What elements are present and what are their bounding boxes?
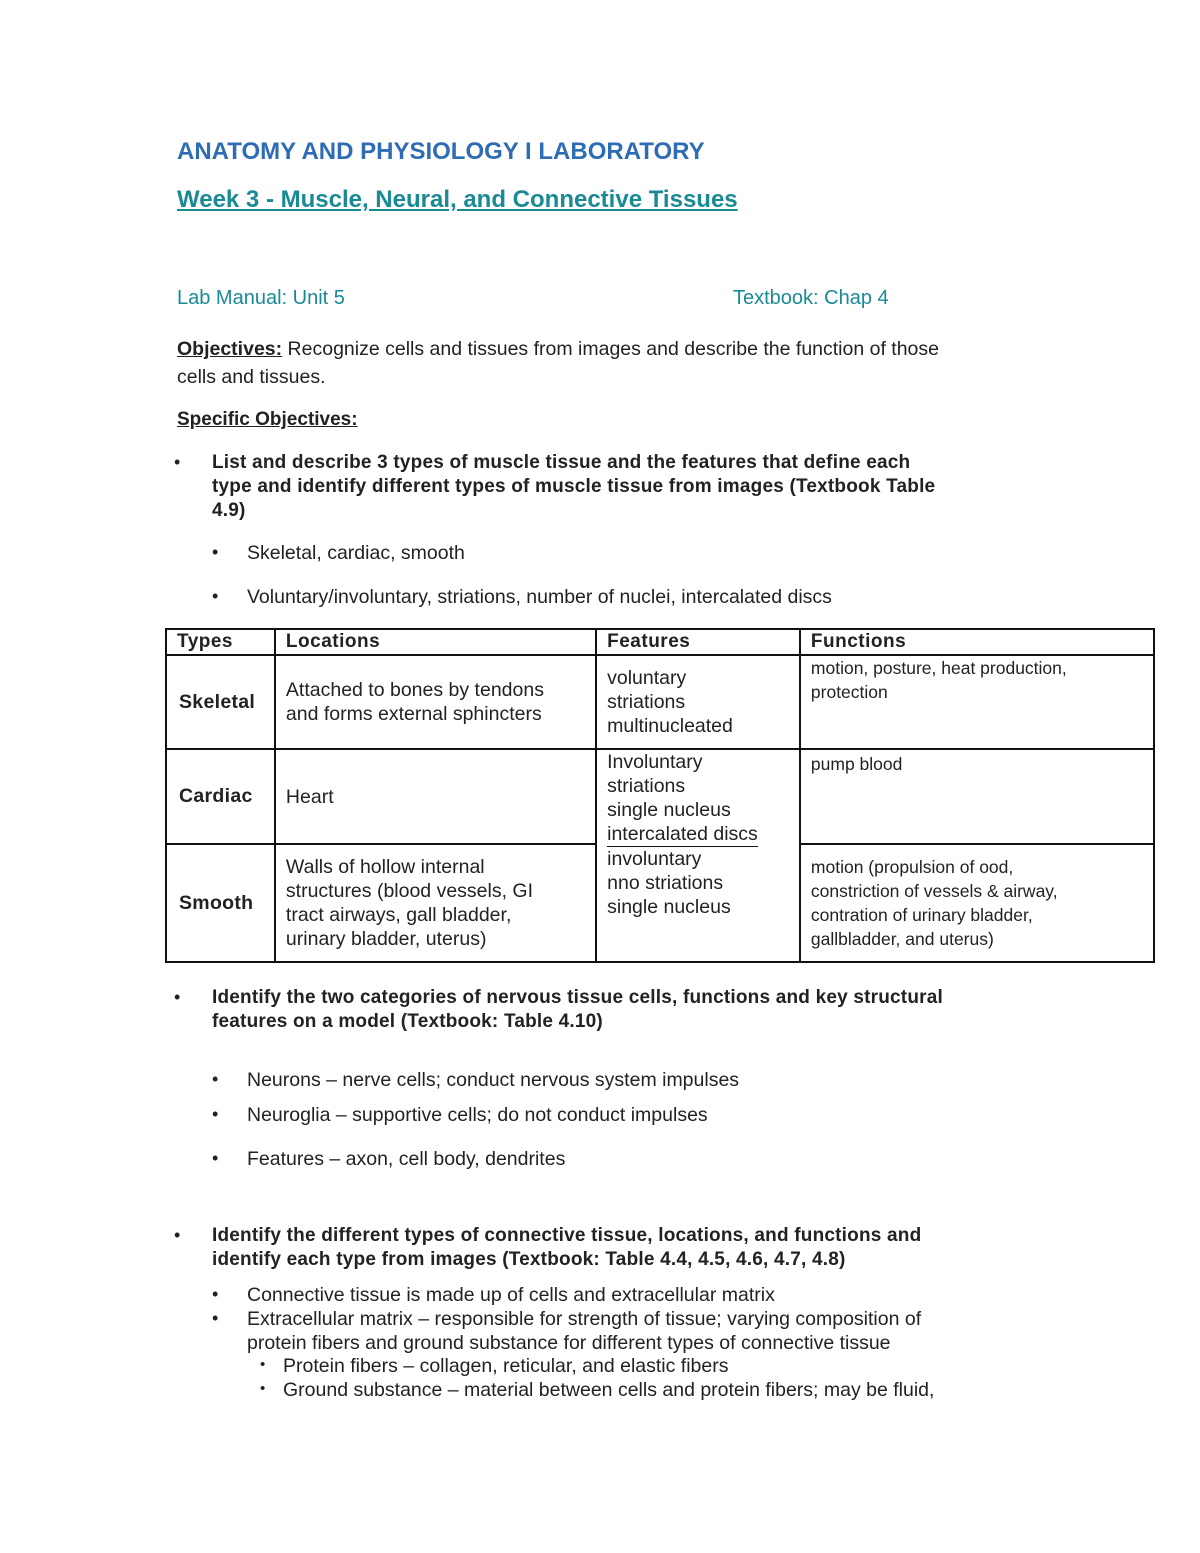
function-line: constriction of vessels & airway, — [810, 881, 1058, 901]
connective-subitem: Connective tissue is made up of cells and extracellular matrix — [247, 1284, 775, 1306]
connective-objective-line2: identify each type from images (Textbook: Table 4.4, 4.5, 4.6, 4.7, 4.8) — [212, 1249, 846, 1270]
bullet-marker: • — [212, 542, 219, 562]
connective-subitem-line: protein fibers and ground substance for different types of connective tissue — [247, 1332, 891, 1354]
location-skeletal — [275, 655, 596, 749]
nervous-objective — [212, 986, 1112, 1034]
muscle-subitem: Voluntary/involuntary, striations, number of nuclei, intercalated discs — [247, 586, 832, 608]
bullet-marker: • — [212, 586, 219, 606]
bullet-marker: • — [260, 1356, 266, 1373]
muscle-objective-line3: 4.9) — [212, 500, 246, 521]
functions-smooth — [800, 844, 1154, 962]
function-line: contration of urinary bladder, — [810, 905, 1033, 925]
feature-line: striations — [607, 691, 686, 713]
features-cardiac-smooth — [596, 749, 800, 962]
specific-objectives-label: Specific Objectives: — [177, 409, 358, 430]
bullet-marker: • — [212, 1308, 219, 1328]
function-line: motion, posture, heat production, — [810, 658, 1067, 678]
bullet-marker: • — [212, 1148, 219, 1168]
bullet-marker: • — [174, 1225, 181, 1245]
type-cardiac: Cardiac — [166, 749, 275, 844]
connective-subsubitem: Protein fibers – collagen, reticular, and elastic fibers — [283, 1355, 729, 1377]
function-line: motion (propulsion of ood, — [810, 857, 1014, 877]
connective-subitem — [247, 1307, 1127, 1355]
document-title: ANATOMY AND PHYSIOLOGY I LABORATORY — [177, 138, 705, 165]
feature-line: intercalated discs — [607, 823, 758, 845]
bullet-marker: • — [260, 1380, 266, 1397]
connective-subitem-line: Extracellular matrix – responsible for strength of tissue; varying composition of — [247, 1308, 922, 1330]
location-line: tract airways, gall bladder, — [285, 904, 512, 926]
muscle-subitem: Skeletal, cardiac, smooth — [247, 542, 465, 564]
feature-line: voluntary — [607, 667, 687, 689]
location-line: urinary bladder, uterus) — [285, 928, 487, 950]
bullet-marker: • — [212, 1104, 219, 1124]
muscle-objective-line2: type and identify different types of muscle tissue from images (Textbook Table — [212, 476, 936, 497]
function-line: gallbladder, and uterus) — [810, 929, 994, 949]
header-features: Features — [596, 629, 800, 655]
feature-line: nno striations — [607, 872, 724, 894]
location-line: structures (blood vessels, GI — [285, 880, 534, 902]
connective-objective-line1: Identify the different types of connective tissue, locations, and functions and — [212, 1225, 922, 1246]
feature-line: multinucleated — [607, 715, 733, 737]
nervous-subitem: Neuroglia – supportive cells; do not conduct impulses — [247, 1104, 708, 1126]
bullet-marker: • — [212, 1284, 219, 1304]
features-skeletal — [596, 655, 800, 749]
functions-skeletal — [800, 655, 1154, 749]
type-smooth: Smooth — [166, 844, 275, 962]
feature-line: Involuntary — [607, 751, 703, 773]
feature-line: involuntary — [607, 848, 702, 870]
muscle-tissue-table — [165, 628, 1155, 963]
location-line: Walls of hollow internal — [285, 856, 485, 878]
week-subtitle: Week 3 - Muscle, Neural, and Connective Tissues — [177, 186, 738, 213]
muscle-objective-line1: List and describe 3 types of muscle tissue and the features that define each — [212, 452, 911, 473]
table-row-cardiac — [166, 749, 1154, 844]
feature-line: striations — [607, 775, 686, 797]
header-functions: Functions — [800, 629, 1154, 655]
textbook-reference: Textbook: Chap 4 — [733, 287, 889, 309]
nervous-subitem: Neurons – nerve cells; conduct nervous system impulses — [247, 1069, 740, 1091]
header-locations: Locations — [275, 629, 596, 655]
connective-subsubitem: Ground substance – material between cells and protein fibers; may be fluid, — [283, 1379, 935, 1401]
feature-line: single nucleus — [607, 896, 731, 918]
nervous-objective-line2: features on a model (Textbook: Table 4.10) — [212, 1011, 603, 1032]
bullet-marker: • — [212, 1069, 219, 1089]
muscle-objective — [212, 451, 1112, 523]
location-cardiac: Heart — [275, 749, 596, 844]
functions-cardiac: pump blood — [800, 749, 1154, 844]
objectives-label: Objectives: — [177, 338, 283, 360]
feature-line: single nucleus — [607, 799, 731, 821]
nervous-objective-line1: Identify the two categories of nervous tissue cells, functions and key structural — [212, 987, 943, 1008]
objectives-paragraph — [177, 335, 1077, 391]
location-line: Attached to bones by tendons — [285, 679, 544, 701]
header-types: Types — [166, 629, 275, 655]
table-row-skeletal — [166, 655, 1154, 749]
type-skeletal: Skeletal — [166, 655, 275, 749]
location-smooth — [275, 844, 596, 962]
objectives-text-line2: cells and tissues. — [177, 366, 326, 388]
bullet-marker: • — [174, 452, 181, 472]
objectives-text-line1: Recognize cells and tissues from images and describe the function of those — [282, 338, 939, 360]
location-line: and forms external sphincters — [285, 703, 542, 725]
connective-objective — [212, 1224, 1112, 1272]
bullet-marker: • — [174, 987, 181, 1007]
table-header-row — [166, 629, 1154, 655]
function-line: protection — [810, 682, 888, 702]
lab-manual-reference: Lab Manual: Unit 5 — [177, 287, 345, 309]
nervous-subitem: Features – axon, cell body, dendrites — [247, 1148, 566, 1170]
